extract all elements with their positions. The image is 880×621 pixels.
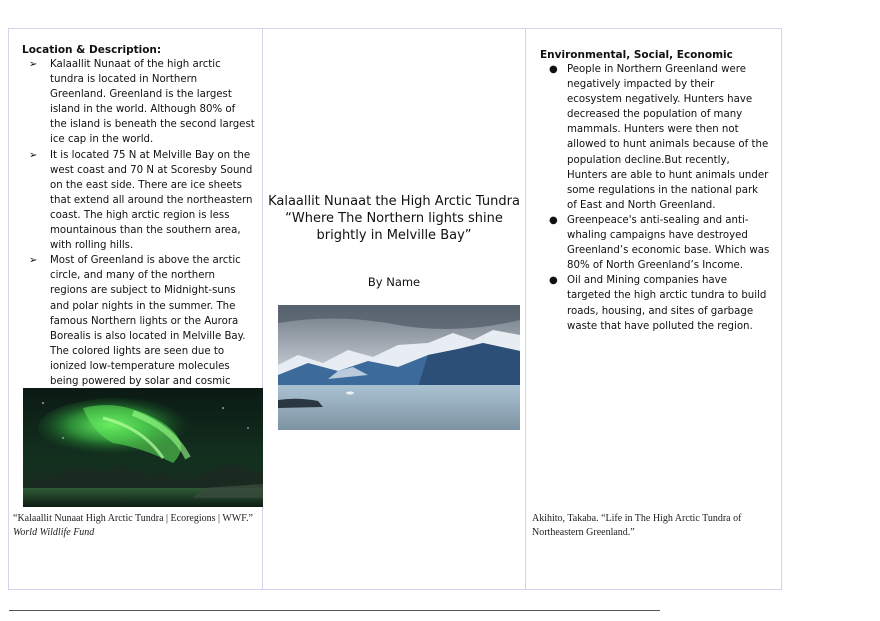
left-panel — [9, 28, 262, 590]
bottom-divider — [9, 610, 660, 611]
list-item: ● Greenpeace's anti-sealing and anti-whaling campaigns have destroyed Greenland’s economic base. Which was 80% of North Greenland’s Income. — [549, 214, 770, 272]
dot-bullet-icon: ● — [549, 214, 558, 226]
dot-bullet-icon: ● — [549, 275, 558, 287]
right-panel — [526, 28, 782, 590]
list-item: ➢ It is located 75 N at Melville Bay on the west coast and 70 N at Scoresby Sound on the east side. There are ice sheets that extend all around the northeastern coast. The high arctic region is less mountainous than the southern area, with rolling hills. — [29, 149, 253, 252]
location-description-list — [29, 57, 255, 404]
impact-list — [546, 62, 771, 334]
list-item: ➢ Most of Greenland is above the arctic circle, and many of the northern regions are subject to Midnight-suns and polar nights in the summer. The famous Northern lights or the Aurora Borealis is also located in Melville Bay. The colored lights are seen due to ionized low-temperature molecules being powered by solar and cosmic — [29, 255, 246, 387]
dot-bullet-icon: ● — [549, 64, 558, 75]
byline: By Name — [367, 275, 421, 289]
environmental-social-economic-heading: Environmental, Social, Economic — [540, 49, 733, 61]
arrow-bullet-icon: ➢ — [29, 149, 38, 161]
left-citation: “Kalaallit Nunaat High Arctic Tundra | Ecoregions | WWF.” World Wildlife Fund — [13, 513, 253, 538]
list-item: ● People in Northern Greenland were negatively impacted by their ecosystem negatively. Hunters have decreased the population of many mammals. Hunters were then not allowed to hunt animals because of the population decline.But recently, Hunters are able to hunt animals under some regulations in the national park of East and North Greenland. — [549, 64, 769, 211]
middle-panel — [263, 28, 525, 590]
location-description-heading: Location & Description: — [22, 44, 162, 56]
right-citation: Akihito, Takaba. “Life in The High Arctic Tundra of Northeastern Greenland.” — [532, 513, 742, 538]
brochure-title: Kalaallit Nunaat the High Arctic Tundra “Where The Northern lights shine brightly in Melville Bay” — [268, 194, 520, 243]
melville-bay-landscape-image — [278, 305, 520, 430]
list-item: ➢ Kalaallit Nunaat of the high arctic tundra is located in Northern Greenland. Greenland is the largest island in the world. Although 80% of the island is beneath the second largest ice cap in the world. — [29, 59, 255, 146]
aurora-borealis-image — [23, 388, 263, 507]
list-item: ● Oil and Mining companies have targeted the high arctic tundra to build roads, housing, and sites of garbage waste that have polluted the region. — [549, 275, 767, 332]
arrow-bullet-icon: ➢ — [29, 255, 38, 267]
arrow-bullet-icon: ➢ — [29, 59, 38, 70]
